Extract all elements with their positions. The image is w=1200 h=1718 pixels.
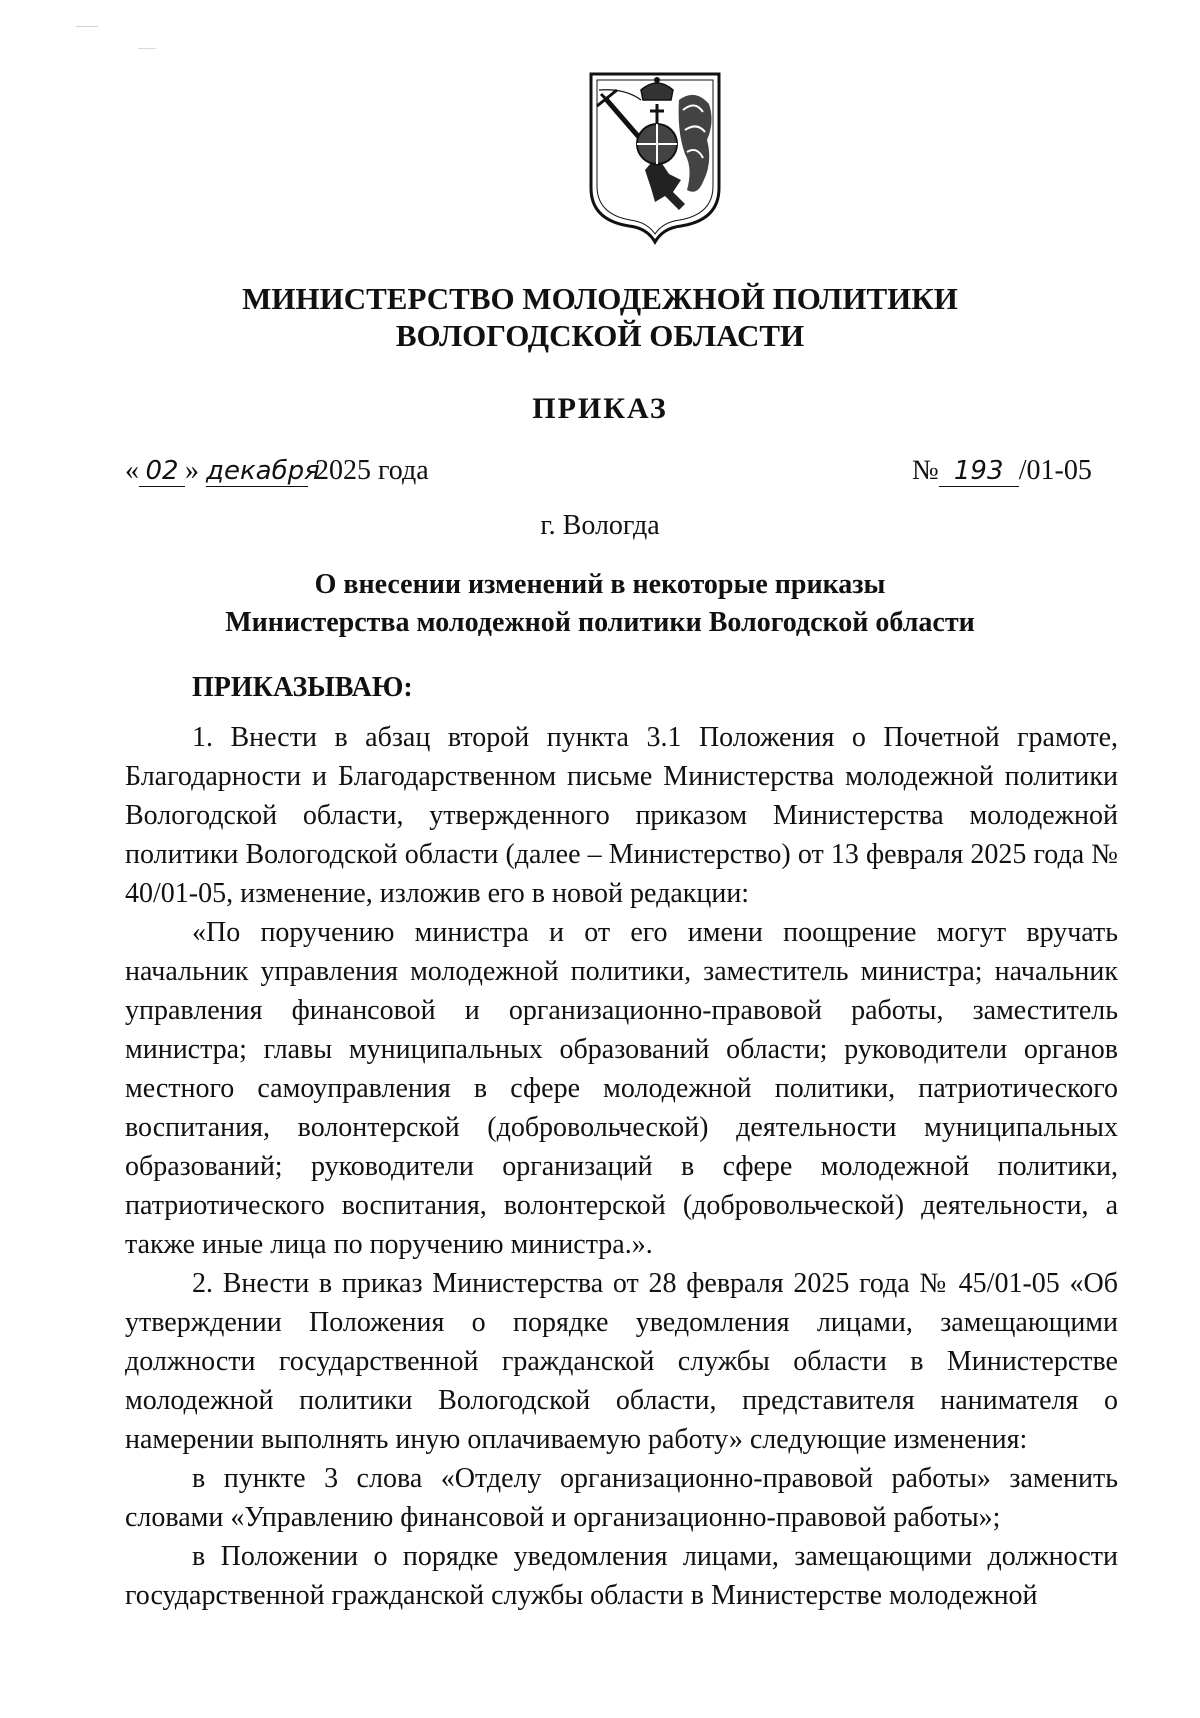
handwritten-day: 02: [139, 456, 185, 487]
number-prefix: №: [912, 455, 939, 486]
ministry-name-line1: МИНИСТЕРСТВО МОЛОДЕЖНОЙ ПОЛИТИКИ: [242, 281, 958, 316]
subject-line1: О внесении изменений в некоторые приказы: [314, 569, 886, 600]
coat-of-arms-icon: [585, 70, 725, 245]
date-quote-close: »: [185, 455, 199, 486]
date-year: 2025 года: [315, 455, 429, 486]
scan-artifact: [76, 26, 98, 27]
number-suffix: /01-05: [1018, 455, 1092, 486]
date-quote-open: «: [125, 455, 139, 486]
paragraph: 1. Внести в абзац второй пункта 3.1 Положения о Почетной грамоте, Благодарности и Благодарственном письме Министерства молодежной политики Вологодской области, утвержденного приказом Министерства молодежной политики Вологодской области (далее – Министерство) от 13 февраля 2025 года № 40/01-05, изменение, изложив его в новой редакции:: [125, 722, 1118, 909]
scan-artifact: [138, 48, 156, 49]
handwritten-number: 193: [939, 456, 1019, 487]
paragraph: в пункте 3 слова «Отделу организационно-правовой работы» заменить словами «Управлению финансовой и организационно-правовой работы»;: [125, 1463, 1118, 1533]
handwritten-month: декабря: [206, 456, 320, 486]
ministry-name-line2: ВОЛОГОДСКОЙ ОБЛАСТИ: [395, 318, 805, 353]
paragraph: 2. Внести в приказ Министерства от 28 февраля 2025 года № 45/01-05 «Об утверждении Положения о порядке уведомления лицами, замещающими должности государственной гражданской службы области в Министерстве молодежной политики Вологодской области, представителя нанимателя о намерении выполнять иную оплачиваемую работу» следующие изменения:: [125, 1268, 1118, 1455]
paragraph: в Положении о порядке уведомления лицами, замещающими должности государственной гражданской службы области в Министерстве молодежной: [125, 1541, 1118, 1611]
body-text: [125, 718, 1118, 1615]
document-city: г. Вологда: [540, 510, 660, 541]
order-word: ПРИКАЗЫВАЮ:: [192, 672, 413, 703]
document-number: [912, 455, 1092, 487]
paragraph: «По поручению министра и от его имени поощрение могут вручать начальник управления молодежной политики, заместитель министра; начальник управления финансовой и организационно-правовой работы, заместитель министра; главы муниципальных образований области; руководители органов местного самоуправления в сфере молодежной политики, патриотического воспитания, волонтерской (добровольческой) деятельности муниципальных образований; руководители организаций в сфере молодежной политики, патриотического воспитания, волонтерской (добровольческой) деятельности, а также иные лица по поручению министра.».: [125, 917, 1118, 1260]
subject-line2: Министерства молодежной политики Вологодской области: [225, 607, 975, 638]
document-type: ПРИКАЗ: [532, 392, 668, 425]
document-date: [125, 455, 429, 487]
